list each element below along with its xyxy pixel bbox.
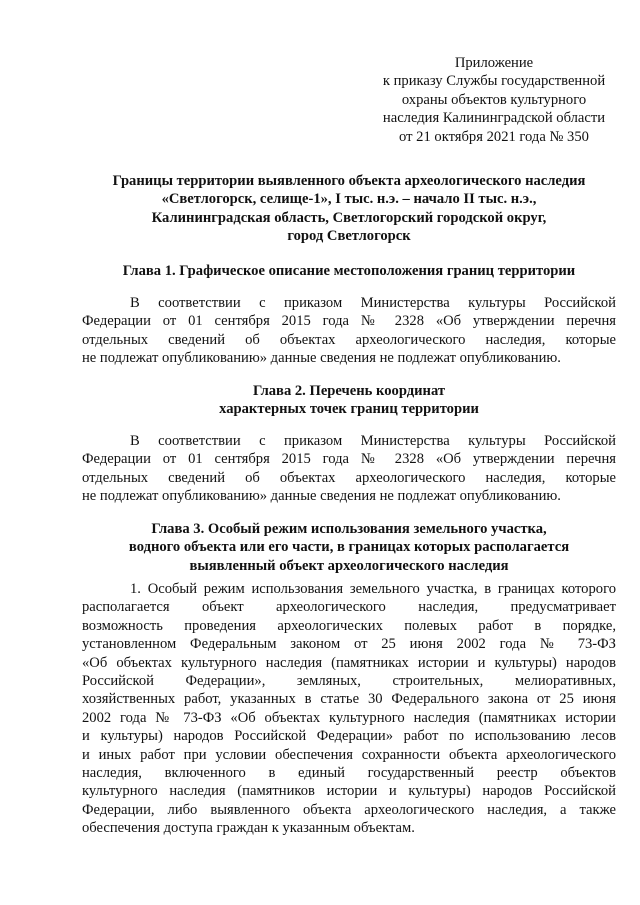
paragraph-line: 1. Особый режим использования земельного участка, в границах которого <box>130 581 616 597</box>
paragraph-line: 2002 года № 73-ФЗ «Об объектах культурного наследия (памятниках истории <box>82 709 616 726</box>
paragraph-line: возможность проведения археологических полевых работ в порядке, <box>82 617 616 634</box>
paragraph-line: и культуры) народов Российской Федерации» работ по использованию лесов <box>82 728 616 745</box>
chapter3-heading-line: водного объекта или его части, в границах которых располагается <box>128 539 570 556</box>
paragraph-line: Федерации от 01 сентября 2015 года № 2328 «Об утверждении перечня <box>82 313 616 330</box>
chapter2-heading <box>82 382 616 419</box>
paragraph-line: и иных работ при условии обеспечения сохранности объекта археологического <box>82 746 616 763</box>
chapter3-heading <box>82 520 616 575</box>
paragraph-line: культурного наследия (памятников истории и культуры) народов Российской <box>82 783 616 800</box>
paragraph-line: Российской Федерации», земляных, строительных, мелиоративных, <box>82 673 616 690</box>
chapter3-heading-line: выявленный объект археологического наследия <box>189 557 509 574</box>
chapter2-heading-line: характерных точек границ территории <box>219 401 479 418</box>
appendix-header <box>372 54 616 146</box>
appendix-line: к приказу Службы государственной <box>382 73 606 90</box>
chapter1-heading <box>82 262 616 280</box>
document-title <box>82 172 616 246</box>
appendix-line: Приложение <box>454 55 534 71</box>
appendix-line: от 21 октября 2021 года № 350 <box>399 128 589 145</box>
paragraph-line: не подлежат опубликованию» данные сведения не подлежат опубликованию. <box>82 488 561 505</box>
chapter1-heading-text: Глава 1. Графическое описание местоположения границ территории <box>122 263 576 279</box>
paragraph-line: располагается объект археологического наследия, предусматривает <box>82 599 616 616</box>
paragraph-line: обеспечения доступа граждан к указанным объектам. <box>82 820 415 837</box>
paragraph-line: Федерации, либо выявленного объекта археологического наследия, а также <box>82 801 616 818</box>
paragraph-line: установленном Федеральным законом от 25 июня 2002 года № 73-ФЗ <box>82 636 616 653</box>
appendix-line: наследия Калининградской области <box>382 110 606 127</box>
chapter2-paragraph <box>82 432 616 506</box>
appendix-line: охраны объектов культурного <box>401 91 587 108</box>
chapter2-heading-line: Глава 2. Перечень координат <box>252 383 446 399</box>
paragraph-line: В соответствии с приказом Министерства культуры Российской <box>130 295 616 311</box>
title-line: Калининградская область, Светлогорский городской округ, <box>151 209 547 226</box>
chapter3-heading-line: Глава 3. Особый режим использования земельного участка, <box>151 521 547 537</box>
paragraph-line: хозяйственных работ, указанных в статье 30 Федерального закона от 25 июня <box>82 691 616 708</box>
paragraph-line: отдельных сведений об объектах археологического наследия, которые <box>82 331 616 348</box>
paragraph-line: Федерации от 01 сентября 2015 года № 2328 «Об утверждении перечня <box>82 451 616 468</box>
title-line: «Светлогорск, селище-1», I тыс. н.э. – начало II тыс. н.э., <box>161 191 537 208</box>
paragraph-line: В соответствии с приказом Министерства культуры Российской <box>130 433 616 449</box>
title-line: Границы территории выявленного объекта археологического наследия <box>112 173 586 189</box>
paragraph-line: наследия, включенного в единый государственный реестр объектов <box>82 765 616 782</box>
chapter3-paragraph <box>82 580 616 838</box>
paragraph-line: отдельных сведений об объектах археологического наследия, которые <box>82 469 616 486</box>
paragraph-line: «Об объектах культурного наследия (памятниках истории и культуры) народов <box>82 654 616 671</box>
chapter1-paragraph <box>82 294 616 368</box>
paragraph-line: не подлежат опубликованию» данные сведения не подлежат опубликованию. <box>82 350 561 367</box>
title-line: город Светлогорск <box>287 228 411 245</box>
